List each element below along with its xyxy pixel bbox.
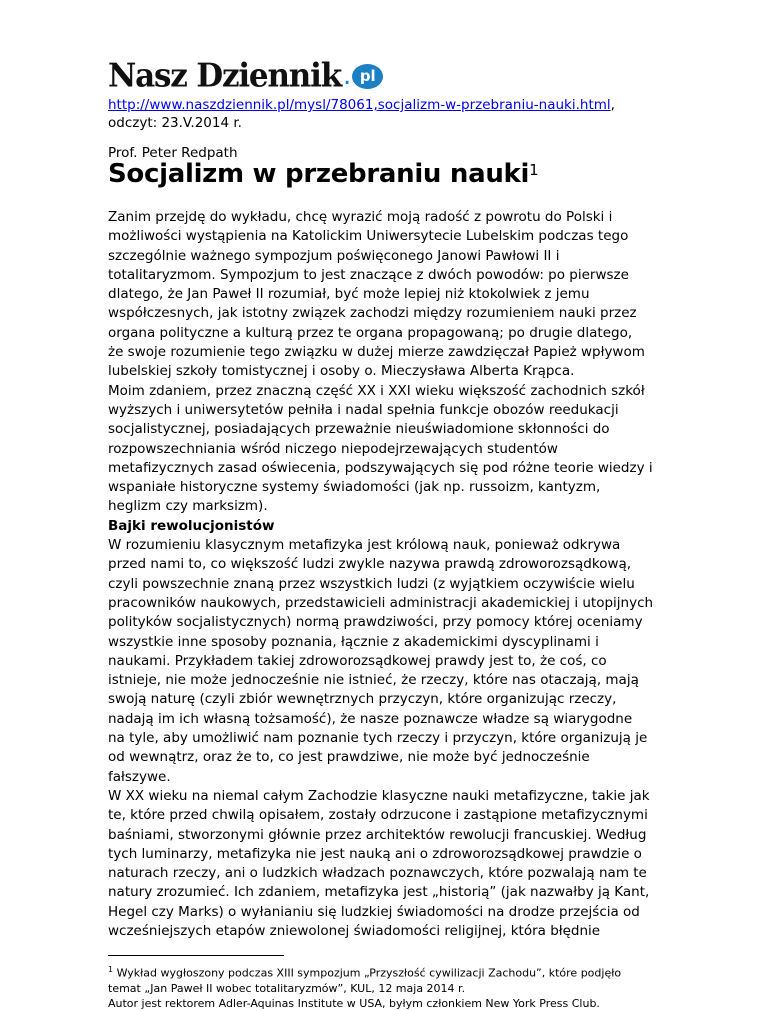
nasz-dziennik-logo [108,58,383,94]
body-line: Zanim przejdę do wykładu, chcę wyrazić moją radość z powrotu do Polski i [108,209,613,225]
logo-dot: . [343,61,352,91]
footnote-line-1: $^1$ Wykład wygłoszony podczas XIII sympozjum „Przyszłość cywilizacji Zachodu”, które podjęło [108,965,622,980]
body-line: wcześniejszych etapów zniewolonej świadomości religijnej, która błędnie [108,922,601,939]
body-line: W rozumieniu klasycznym metafizyka jest królową nauk, ponieważ odkrywa [108,537,621,554]
footnote-separator [108,955,284,956]
body-line: fałszywe. [108,768,171,785]
footnote-line-2: temat „Jan Paweł II wobec totalitaryzmów”, KUL, 12 maja 2014 r. [108,981,466,995]
body-line: rozpowszechniania wśród niczego niepodejrzewających studentów [108,440,558,457]
body-line: totalitaryzmom. Sympozjum to jest znaczące z dwóch powodów: po pierwsze [108,266,629,283]
body-line: na tyle, aby umożliwić nam poznanie tych rzeczy i przyczyn, które organizują je [108,730,648,747]
body-line: socjalistycznej, posiadających przeważnie nieuświadomione skłonności do [108,421,610,438]
body-line: tych luminarzy, metafizyka nie jest nauką ani o zdroworozsądkowej prawdzie o [108,845,642,862]
article-title-text: Socjalizm w przebraniu nauki [108,159,530,189]
article-body [108,208,668,941]
source-link-comma: , [610,97,615,113]
body-line: czyli powszechnie znaną przez wszystkich ludzi (z wyjątkiem oczywiście wielu [108,575,635,592]
read-date: odczyt: 23.V.2014 r. [108,115,242,131]
body-line: naturach rzeczy, ani o ludzkich władzach poznawczych, które pozwalają nam te [108,865,647,882]
body-line: Moim zdaniem, przez znaczną część XX i XXI wieku większość zachodnich szkół [108,382,645,399]
body-line: że swoje rozumienie tego związku w dużej mierze zawdzięczał Papież wpływom [108,344,645,361]
body-line: polityków socjalistycznych) normą prawdziwości, przy pomocy której oceniamy [108,614,643,631]
body-line: przed nami to, co większość ludzi zwykle nazywa prawdą zdroworozsądkową, [108,556,632,573]
section-subheading: Bajki rewolucjonistów [108,517,275,534]
body-line: natury zrozumieć. Ich zdaniem, metafizyka jest „historią” (jak nazwałby ją Kant, [108,884,650,901]
body-line: organa polityczne a kulturą przez te organa propagowaną; po drugie dlatego, [108,324,633,341]
body-line: swoją naturę (czyli zbiór wewnętrznych przyczyn, które organizując rzeczy, [108,691,617,708]
author-name: Prof. Peter Redpath [108,145,238,161]
body-line: W XX wieku na niemal całym Zachodzie klasyczne nauki metafizyczne, takie jak [108,787,650,804]
body-line: baśniami, stworzonymi głównie przez architektów rewolucji francuskiej. Według [108,826,647,843]
article-title [108,159,538,189]
source-link[interactable]: http://www.naszdziennik.pl/mysl/78061,socjalizm-w-przebraniu-nauki.html [108,97,611,113]
body-line: dlatego, że Jan Paweł II rozumiał, być może lepiej niż ktokolwiek z jemu [108,286,590,303]
body-line: istnieje, nie może jednocześnie nie istnieć, że rzeczy, które nas otaczają, mają [108,672,639,689]
body-line: pracowników naukowych, przedstawicieli administracji akademickiej i utopijnych [108,594,654,611]
body-line: wspaniałe historyczne systemy świadomości (jak np. russoizm, kantyzm, [108,479,601,496]
body-line: wyższych i uniwersytetów pełniła i nadal spełnia funkcje obozów reedukacji [108,401,619,418]
footnote-line-3: Autor jest rektorem Adler-Aquinas Institute w USA, byłym członkiem New York Press Club. [108,996,600,1010]
body-line: heglizm czy marksizm). [108,498,268,515]
logo-pl-badge: pl [352,64,383,89]
body-line: nadają im ich własną tożsamość), że nasze poznawcze władze są wiarygodne [108,710,633,727]
footnote-mark: 1 [108,965,114,974]
source-block [108,96,615,132]
body-line: szczególnie ważnego sympozjum poświęconego Janowi Pawłowi II i [108,247,560,264]
body-line: od wewnątrz, oraz że to, co jest prawdziwe, nie może być jednocześnie [108,749,590,766]
body-line: współczesnych, jak istotny związek zachodzi między rozumieniem nauki przez [108,305,637,322]
footnote [108,962,728,1011]
body-line: Hegel czy Marks) o wyłanianiu się ludzkiej świadomości na drodze przejścia od [108,903,640,920]
body-line: naukami. Przykładem takiej zdroworozsądkowej prawdy jest to, że coś, co [108,652,607,669]
body-line: wszystkie inne sposoby poznania, łącznie z akademickimi dyscyplinami i [108,633,599,650]
body-line: lubelskiej szkoły tomistycznej i osoby o. Mieczysława Alberta Krąpca. [108,363,575,380]
body-line: te, które przed chwilą opisałem, zostały odrzucone i zastąpione metafizycznymi [108,807,648,824]
title-footnote-ref[interactable]: 1 [529,161,539,179]
body-line: możliwości wystąpienia na Katolickim Uniwersytecie Lubelskim podczas tego [108,228,629,245]
body-line: metafizycznych zasad oświecenia, podszywających się pod różne teorie wiedzy i [108,459,653,476]
logo-text: Nasz Dziennik [108,57,341,95]
